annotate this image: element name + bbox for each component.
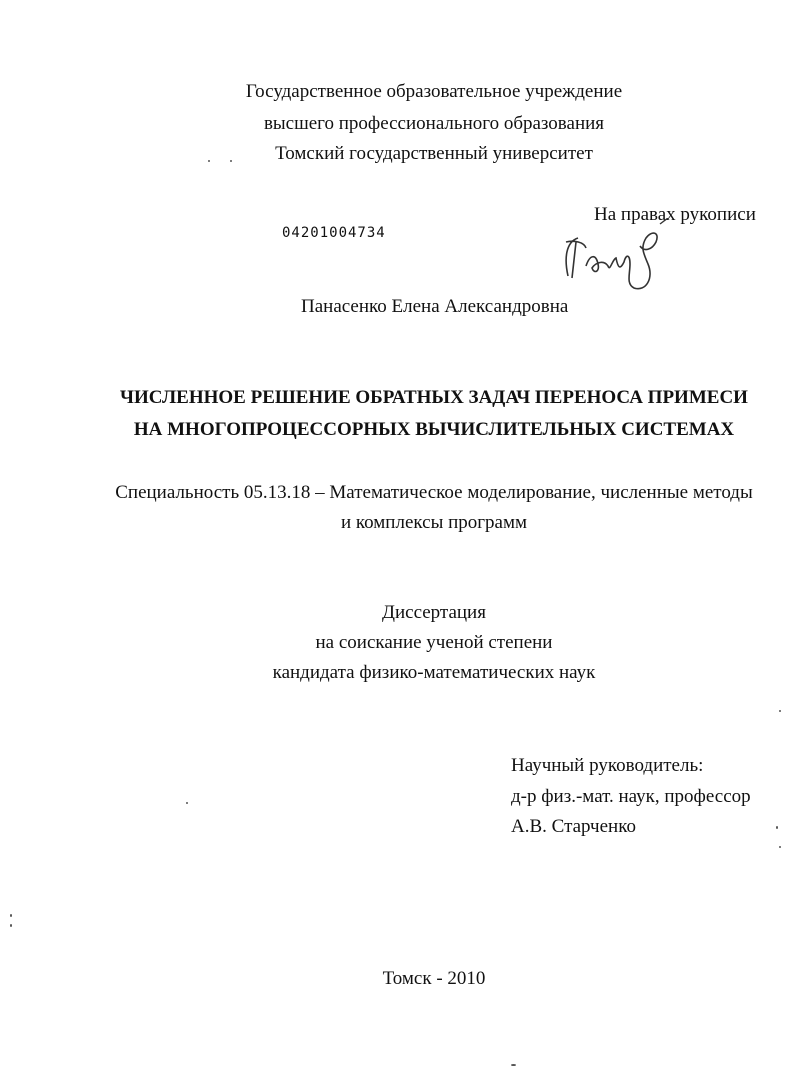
degree-line-1: Диссертация <box>382 602 486 623</box>
degree-line-3: кандидата физико-математических наук <box>272 662 596 683</box>
institution-line-2: высшего профессионального образования <box>263 113 605 134</box>
specialty-line-2: и комплексы программ <box>340 512 528 533</box>
author-name: Панасенко Елена Александровна <box>301 296 569 317</box>
scan-speck <box>230 160 232 162</box>
scan-speck <box>511 1064 516 1066</box>
scan-speck <box>776 826 778 829</box>
specialty-line-1: Специальность 05.13.18 – Математическое моделирование, численные методы <box>115 482 753 503</box>
supervisor-rank: д-р физ.-мат. наук, профессор <box>511 786 751 807</box>
scan-speck <box>10 924 12 927</box>
scan-speck <box>208 160 210 162</box>
thesis-title-line-2: НА МНОГОПРОЦЕССОРНЫХ ВЫЧИСЛИТЕЛЬНЫХ СИСТЕМАХ <box>133 419 735 440</box>
author-signature <box>556 218 676 298</box>
degree-line-2: на соискание ученой степени <box>315 632 553 653</box>
scan-speck <box>10 914 12 917</box>
place-year: Томск - 2010 <box>382 968 486 989</box>
scan-speck <box>779 846 781 848</box>
scan-speck <box>779 710 781 712</box>
supervisor-name: А.В. Старченко <box>511 816 636 837</box>
thesis-title-line-1: ЧИСЛЕННОЕ РЕШЕНИЕ ОБРАТНЫХ ЗАДАЧ ПЕРЕНОСА ПРИМЕСИ <box>120 387 748 408</box>
institution-line-1: Государственное образовательное учреждение <box>245 81 623 102</box>
supervisor-label: Научный руководитель: <box>511 755 704 776</box>
institution-line-3: Томский государственный университет <box>275 143 593 164</box>
scan-speck <box>186 802 188 804</box>
catalog-number: 04201004734 <box>282 225 386 241</box>
manuscript-note: На правах рукописи <box>594 204 756 225</box>
